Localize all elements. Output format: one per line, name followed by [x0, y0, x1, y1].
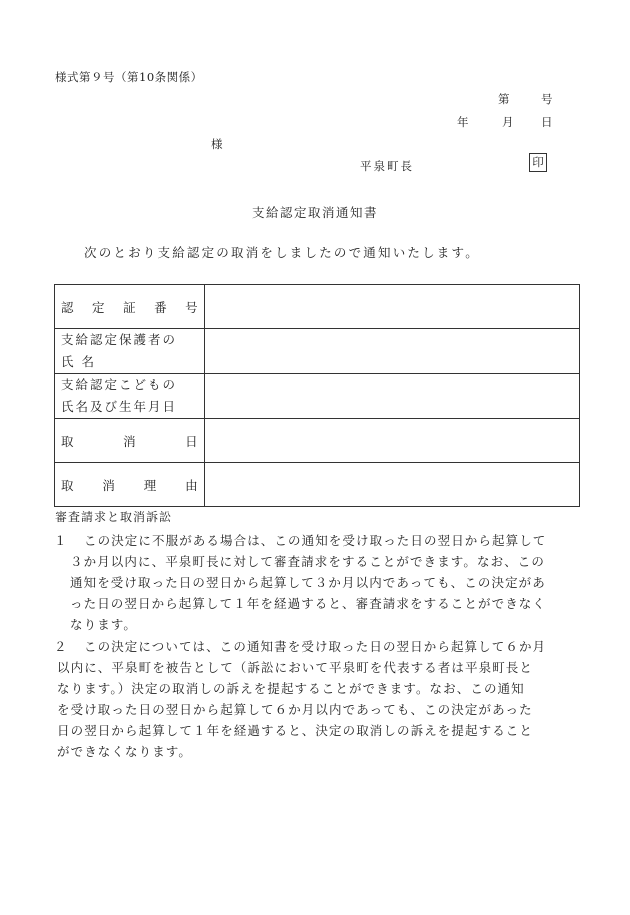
table-row	[55, 463, 580, 507]
child-label-line2: 氏名及び生年月日	[61, 399, 178, 414]
appeal-item-1-line: なります。	[70, 617, 138, 632]
cancel-date-label-cell	[55, 419, 205, 463]
appeal-section-title: 審査請求と取消訴訟	[55, 510, 173, 524]
certification-table	[54, 284, 580, 507]
cert-number-field[interactable]	[204, 285, 579, 329]
appeal-item-2-line: を受け取った日の翌日から起算して６か月以内であっても、この決定があった	[57, 702, 533, 717]
appeal-item-2-line: この決定については、この通知書を受け取った日の翌日から起算して６か月	[84, 639, 547, 654]
appeal-item-2-number: ２	[54, 639, 68, 654]
cancel-date-label: 取 消 日	[61, 433, 198, 449]
seal-box: 印	[529, 153, 547, 172]
reference-number-suffix: 号	[541, 92, 553, 106]
guardian-label-cell	[55, 329, 205, 374]
guardian-name-field[interactable]	[204, 329, 579, 374]
appeal-item-2-line: なります。）決定の取消しの訴えを提起することができます。なお、この通知	[57, 681, 525, 696]
appeal-item-1-number: １	[54, 533, 68, 548]
appeal-item-1-line: った日の翌日から起算して１年を経過すると、審査請求をすることができなく	[70, 596, 547, 611]
appeal-item-1-line: この決定に不服がある場合は、この通知を受け取った日の翌日から起算して	[84, 533, 547, 548]
form-number: 様式第９号（第10条関係）	[55, 70, 203, 84]
guardian-label-line2-start: 氏	[61, 354, 76, 369]
appeal-item-1-first-line	[54, 530, 584, 551]
table-row	[55, 374, 580, 419]
child-label-cell	[55, 374, 205, 419]
appeal-item-2-line: 以内に、平泉町を被告として（訴訟において平泉町を代表する者は平泉町長と	[57, 660, 534, 675]
cert-number-label-cell	[55, 285, 205, 329]
date-year-label: 年	[457, 115, 469, 129]
cert-number-label: 認 定 証 番 号	[61, 299, 198, 315]
appeal-item-2-line: ができなくなります。	[57, 744, 193, 759]
appeal-item-1	[54, 530, 584, 635]
cancel-reason-label: 取 消 理 由	[61, 477, 198, 493]
child-label-line1: 支給認定こどもの	[61, 377, 178, 392]
table-row	[55, 329, 580, 374]
appeal-item-1-line: ３か月以内に、平泉町長に対して審査請求をすることができます。なお、この	[70, 554, 546, 569]
appeal-item-1-line: 通知を受け取った日の翌日から起算して３か月以内であっても、この決定があ	[70, 575, 546, 590]
addressee-honorific: 様	[211, 137, 223, 151]
appeal-item-2-line: 日の翌日から起算して１年を経過すると、決定の取消しの訴えを提起すること	[57, 723, 534, 738]
cancel-date-field[interactable]	[204, 419, 579, 463]
guardian-label-line2	[61, 351, 198, 373]
table-row	[55, 419, 580, 463]
sender-name: 平泉町長	[360, 159, 414, 173]
child-info-field[interactable]	[204, 374, 579, 419]
guardian-label-line1: 支給認定保護者の	[61, 332, 178, 347]
appeal-item-2-first-line	[54, 636, 584, 657]
intro-sentence: 次のとおり支給認定の取消をしましたので通知いたします。	[84, 245, 480, 260]
appeal-item-2	[54, 636, 584, 762]
table-row	[55, 285, 580, 329]
cancel-reason-field[interactable]	[204, 463, 579, 507]
document-title: 支給認定取消通知書	[251, 205, 378, 220]
reference-number-prefix: 第	[498, 92, 510, 106]
date-month-label: 月	[502, 115, 514, 129]
date-day-label: 日	[541, 115, 553, 129]
guardian-label-line2-end: 名	[81, 354, 97, 369]
cancel-reason-label-cell	[55, 463, 205, 507]
